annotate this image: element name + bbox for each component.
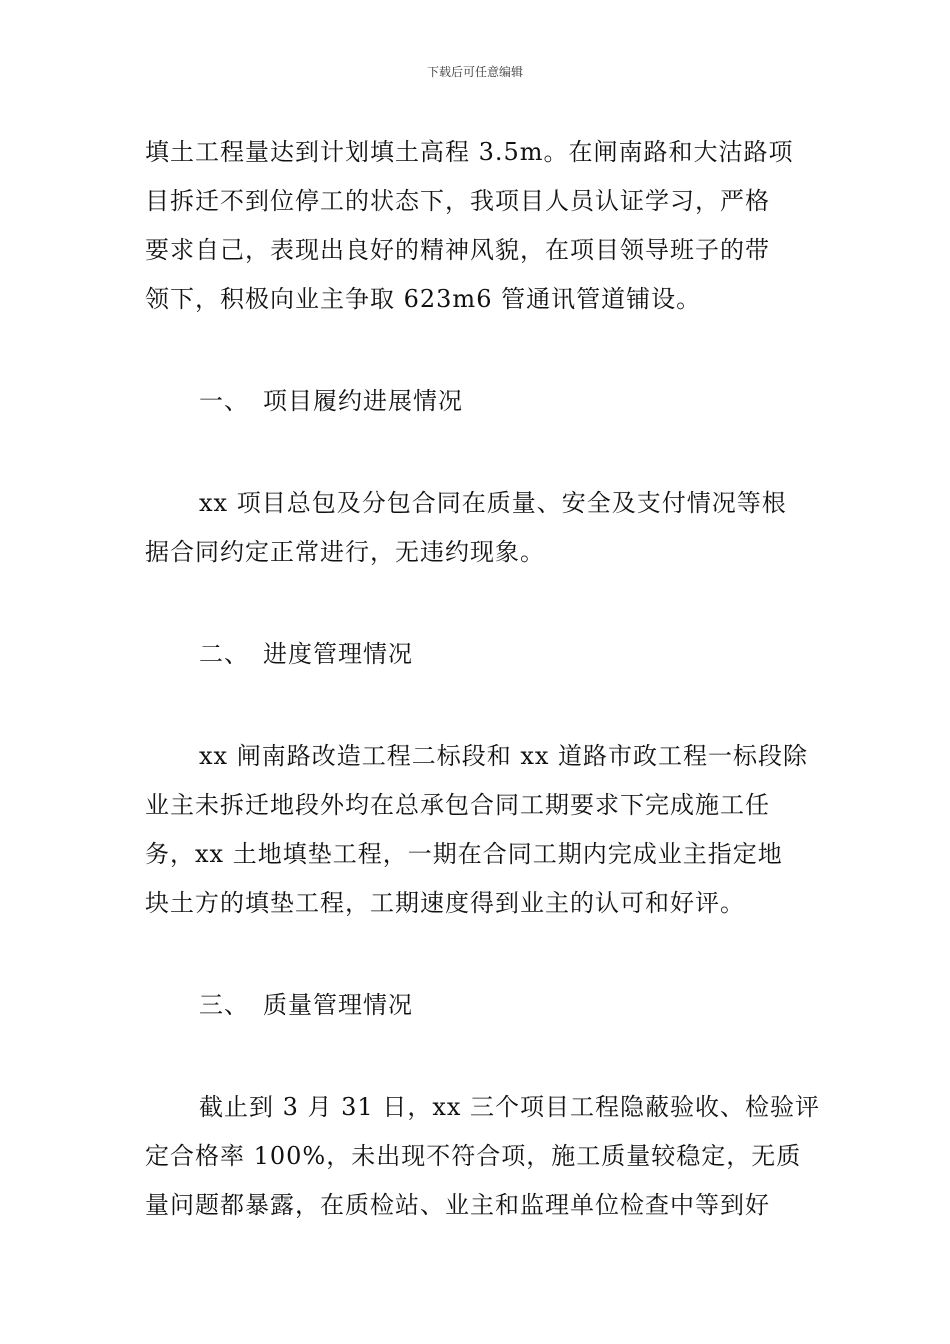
text-line: 填土工程量达到计划填土高程 3.5m。在闸南路和大沽路项 — [145, 138, 794, 166]
section-title: 进度管理情况 — [263, 640, 413, 668]
section-title: 质量管理情况 — [263, 991, 413, 1019]
text-line: xx 项目总包及分包合同在质量、安全及支付情况等根 — [199, 489, 787, 517]
section-number: 二、 — [199, 640, 249, 668]
paragraph-quality-management — [145, 1083, 821, 1230]
text-line: xx 闸南路改造工程二标段和 xx 道路市政工程一标段除 — [199, 742, 809, 770]
text-line: 定合格率 100%，未出现不符合项，施工质量较稳定，无质 — [145, 1142, 802, 1170]
section-heading-2 — [145, 630, 810, 679]
text-line: 领下，积极向业主争取 623m6 管通讯管道铺设。 — [145, 285, 702, 313]
section-heading-3 — [145, 981, 810, 1030]
paragraph-contract-performance — [145, 479, 810, 577]
page-header: 下载后可任意编辑 — [426, 65, 523, 79]
text-line: 块土方的填垫工程，工期速度得到业主的认可和好评。 — [145, 889, 745, 917]
text-line: 务，xx 土地填垫工程，一期在合同工期内完成业主指定地 — [145, 840, 783, 868]
section-heading-1 — [145, 377, 810, 426]
text-line: 量问题都暴露，在质检站、业主和监理单位检查中等到好 — [145, 1191, 770, 1219]
text-line: 截止到 3 月 31 日，xx 三个项目工程隐蔽验收、检验评 — [199, 1093, 821, 1121]
paragraph-schedule-management — [145, 732, 810, 928]
text-line: 要求自己，表现出良好的精神风貌，在项目领导班子的带 — [145, 236, 770, 264]
section-title: 项目履约进展情况 — [263, 387, 463, 415]
text-line: 据合同约定正常进行，无违约现象。 — [145, 538, 545, 566]
section-number: 三、 — [199, 991, 249, 1019]
paragraph-fill-progress — [145, 128, 810, 324]
text-line: 目拆迁不到位停工的状态下，我项目人员认证学习，严格 — [145, 187, 770, 215]
section-number: 一、 — [199, 387, 249, 415]
text-line: 业主未拆迁地段外均在总承包合同工期要求下完成施工任 — [145, 791, 770, 819]
document-body — [145, 128, 821, 1230]
